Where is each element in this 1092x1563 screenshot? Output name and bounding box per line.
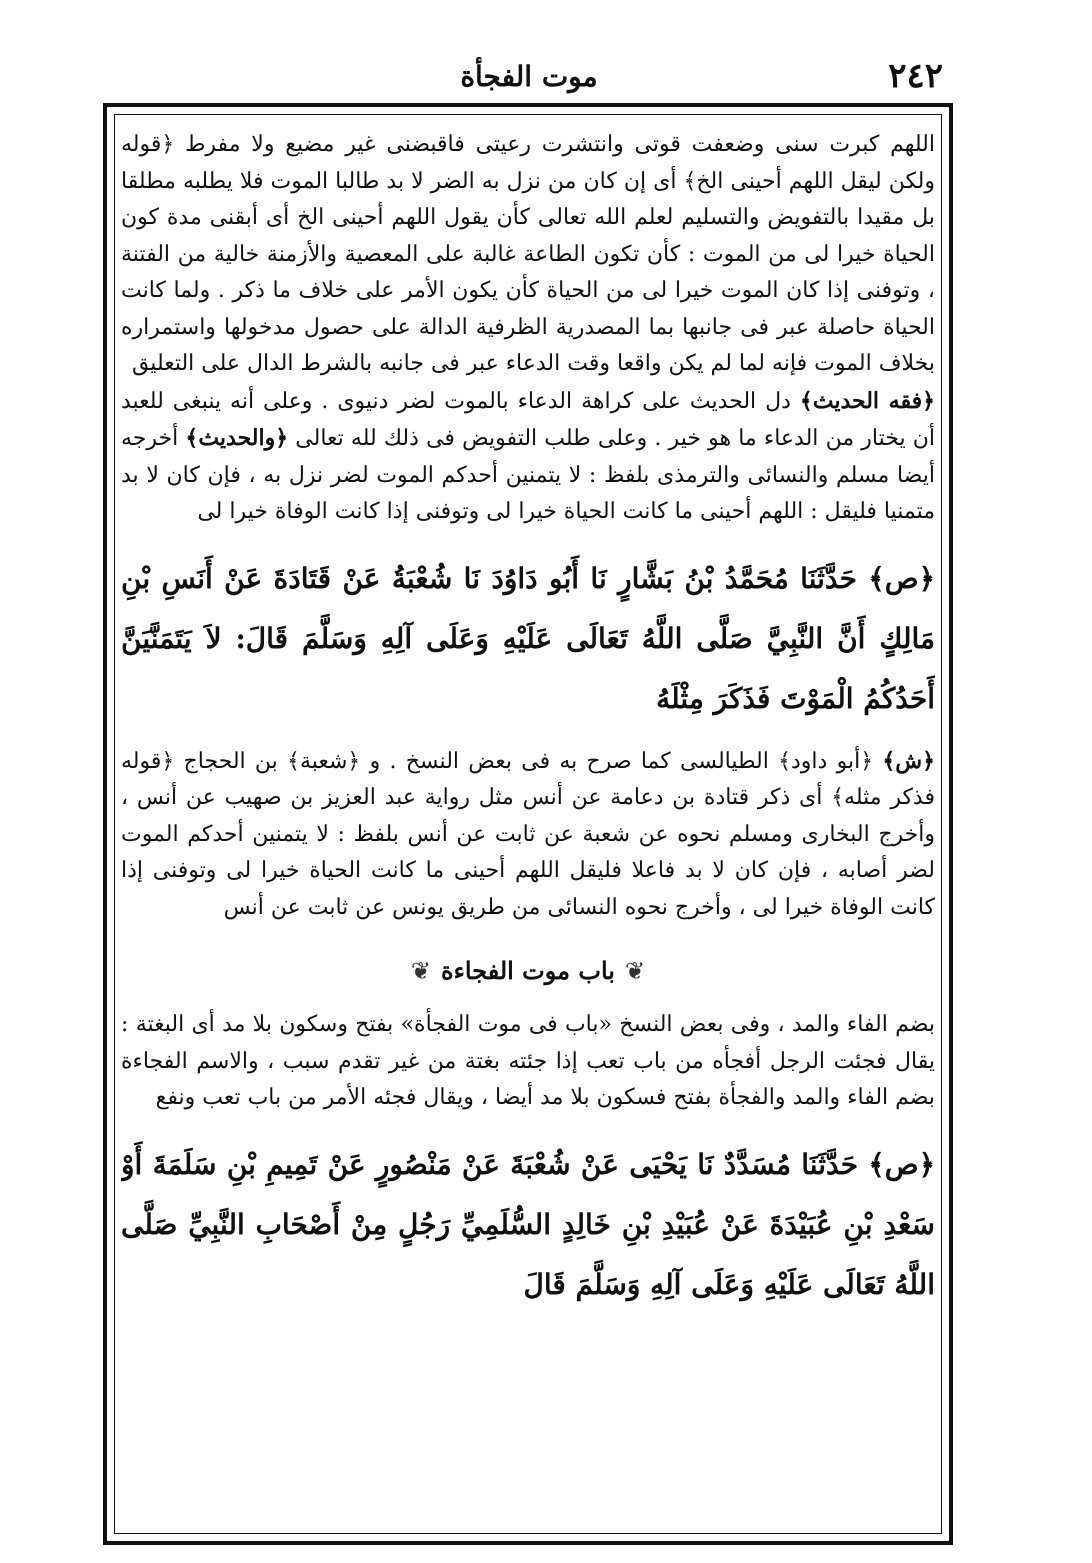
hadith-body: حَدَّثَنَا مُحَمَّدُ بْنُ بَشَّارٍ نَا أَبُو دَاوُدَ نَا شُعْبَةُ عَنْ قَتَادَةَ عَنْ أَنَسِ بْنِ مَالِكٍ أَنَّ النَّبِيَّ صَلَّى اللَّهُ تَعَالَى عَلَيْهِ وَعَلَى آلِهِ وَسَلَّمَ قَالَ: لاَ يَتَمَنَّيَنَّ أَحَدُكُمُ الْمَوْتَ فَذَكَرَ مِثْلَهُ (121, 561, 935, 715)
hadith-marker: ﴿ص﴾ (868, 561, 935, 595)
page-body (121, 127, 935, 1521)
hadith-marker: ﴿ص﴾ (868, 1147, 935, 1181)
paragraph-text: ﴿أبو داود﴾ الطيالسى كما صرح به فى بعض النسخ . و ﴿شعبة﴾ بن الحجاج ﴿قوله فذكر مثله﴾ أى ذكر قتادة بن دعامة عن أنس مثل رواية عبد العزيز بن صهيب عن أنس ، وأخرج البخارى ومسلم نحوه عن شعبة عن ثابت عن أنس بلفظ : لا يتمنين أحدكم الموت لضر أصابه ، فإن كان لا بد فاعلا فليقل اللهم أحينى ما كانت الحياة خيرا لى وتوفنى إذا كانت الوفاة خيرا لى ، وأخرج نحوه النسائى من طريق يونس عن ثابت عن أنس (121, 748, 935, 920)
chapter-heading (121, 956, 935, 985)
hadith-text (121, 549, 935, 729)
page-number: ٢٤٢ (888, 56, 943, 96)
running-title: موت الفجأة (460, 60, 598, 93)
hadith-body: حَدَّثَنَا مُسَدَّدٌ نَا يَحْيَى عَنْ شُعْبَةَ عَنْ مَنْصُورٍ عَنْ تَمِيمِ بْنِ سَلَمَةَ أَوْ سَعْدِ بْنِ عُبَيْدَةَ عَنْ عُبَيْدِ بْنِ خَالِدٍ السُّلَمِيِّ رَجُلٍ مِنْ أَصْحَابِ النَّبِيِّ صَلَّى اللَّهُ تَعَالَى عَلَيْهِ وَعَلَى آلِهِ وَسَلَّمَ قَالَ (121, 1147, 935, 1301)
text-frame (103, 103, 953, 1545)
hadith-text (121, 1135, 935, 1315)
chapter-commentary: بضم الفاء والمد ، وفى بعض النسخ «باب فى موت الفجأة» بفتح وسكون بلا مد أى البغتة : يقال فجئت الرجل أفجأه من باب تعب إذا جئته بغتة من غير تقدم سبب ، والاسم الفجاءة بضم الفاء والمد والفجأة بفتح فسكون بلا مد أيضا ، ويقال فجئه الأمر من باب تعب ونفع (121, 1012, 935, 1110)
section-marker: ﴿فقه الحديث﴾ (799, 387, 935, 414)
explanation-marker: ﴿ش﴾ (882, 747, 935, 774)
paragraph-text: دل الحديث على كراهة الدعاء بالموت لضر دنيوى . وعلى أنه ينبغى للعبد أن يختار من الدعاء ما هو خير . وعلى طلب التفويض فى ذلك لله تعالى (121, 388, 935, 451)
ornament-icon: ❦ (624, 957, 646, 985)
page-header (115, 52, 943, 104)
chapter-title: باب موت الفجاءة (441, 956, 615, 985)
ornament-icon: ❦ (410, 957, 432, 985)
commentary-paragraph: اللهم كبرت سنى وضعفت قوتى وانتشرت رعيتى فاقبضنى غير مضيع ولا مفرط ﴿قوله ولكن ليقل اللهم أحينى الخ﴾ أى إن كان من نزل به الضر لا بد طالبا الموت فلا يطلبه مطلقا بل مقيدا بالتفويض والتسليم لعلم الله تعالى كأن يقول اللهم أحينى الخ أى أبقنى مدة كون الحياة خيرا لى من الموت : كأن تكون الطاعة غالبة على المعصية والأزمنة خالية من الفتنة ، وتوفنى إذا كان الموت خيرا لى من الحياة كأن يكون الأمر على خلاف ما ذكر . ولما كانت الحياة حاصلة عبر فى جانبها بما المصدرية الظرفية الدالة على حصول مدخولها واستمراره بخلاف الموت فإنه لما لم يكن واقعا وقت الدعاء عبر فى جانبه بالشرط الدال على التعليق (121, 132, 935, 376)
paragraph-text: أخرجه أيضا مسلم والنسائى والترمذى بلفظ : لا يتمنين أحدكم الموت لضر نزل به ، فإن كان لا بد متمنيا فليقل : اللهم أحينى ما كانت الحياة خيرا لى وتوفنى إذا كانت الوفاة خيرا لى (121, 426, 935, 524)
section-marker: ﴿والحديث﴾ (185, 425, 289, 451)
fiqh-paragraph (121, 383, 935, 531)
explanation-paragraph (121, 743, 935, 927)
